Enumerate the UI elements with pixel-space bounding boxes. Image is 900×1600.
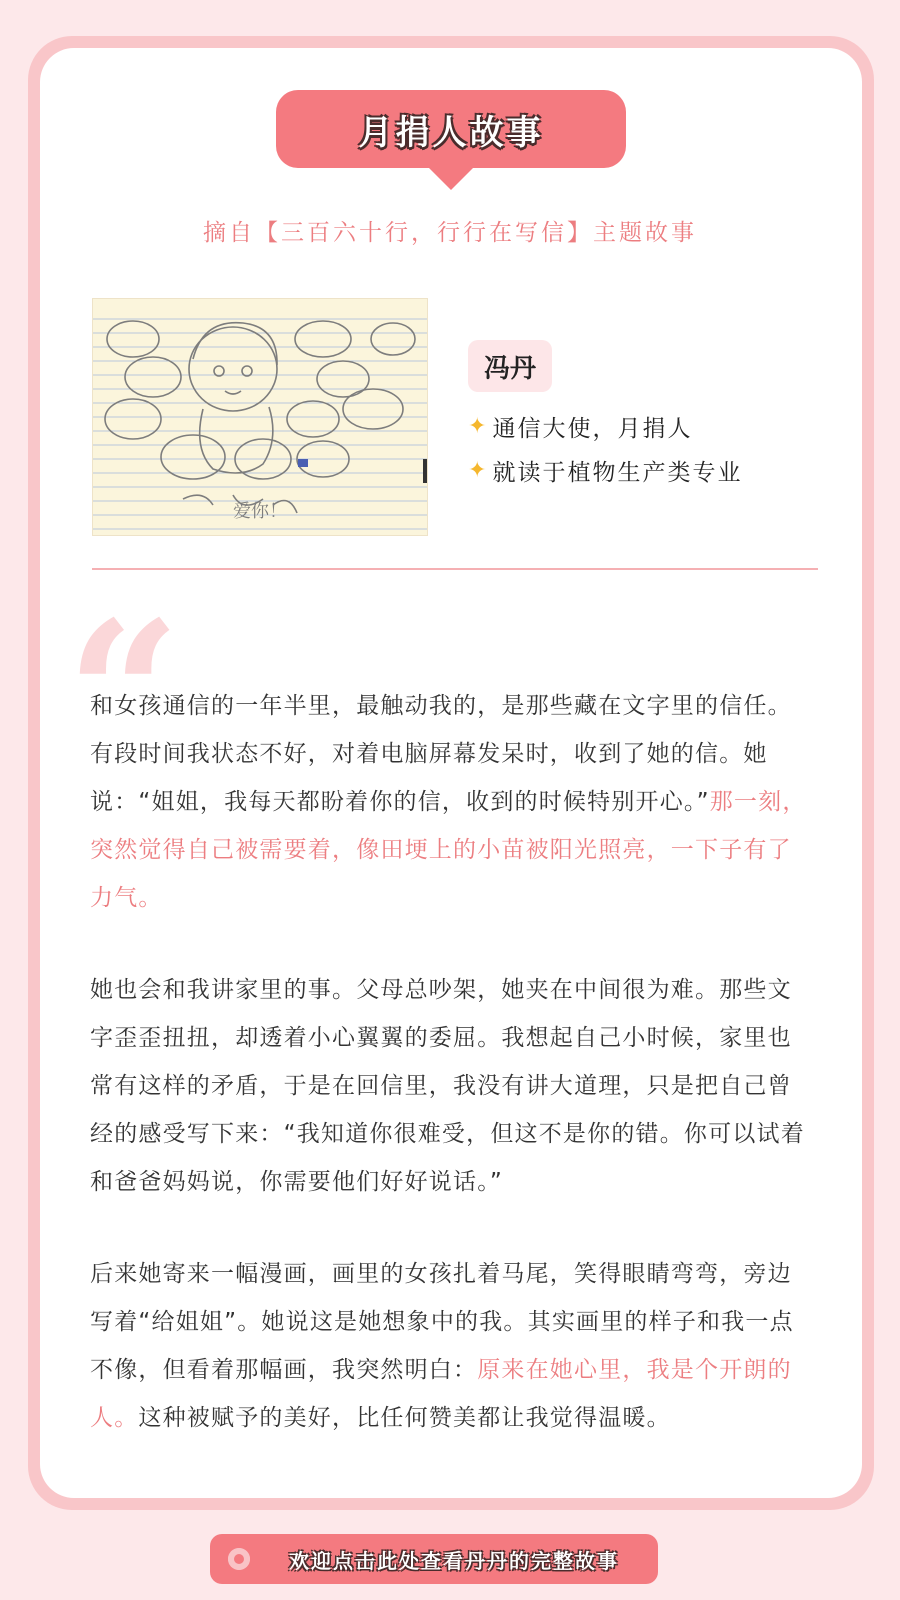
quote-icon: “ [66,578,182,813]
story-paragraph-1 [90,682,812,922]
section-divider [92,568,818,570]
drawing-illustration [93,299,428,536]
story-paragraph-2 [90,966,812,1206]
target-icon [228,1548,250,1570]
sparkles-icon: ✦ [468,458,489,483]
tag-major-text: 就读于植物生产类专业 [492,460,743,486]
story-highlight: 那一刻，突然觉得自己被需要着，像田埂上的小苗被阳光照亮，一下子有了力气。 [90,789,807,911]
full-story-label: 欢迎点击此处查看丹丹的完整故事 [289,1548,619,1573]
donor-name: 冯丹 [468,340,552,392]
page-subtitle: 摘自【三百六十行，行行在写信】主题故事 [203,220,697,246]
drawing-photo [92,298,428,536]
page-title: 月捐人故事 [358,112,544,153]
tag-role [468,410,692,443]
drawing-caption: 爱你！ [233,501,287,522]
tag-major [468,454,742,487]
full-story-button[interactable] [210,1534,658,1584]
story-text: 这种被赋予的美好，比任何赞美都让我觉得温暖。 [138,1405,671,1431]
story-text: 她也会和我讲家里的事。父母总吵架，她夹在中间很为难。那些文字歪歪扭扭，却透着小心翼翼的委屈。我想起自己小时候，家里也常有这样的矛盾，于是在回信里，我没有讲大道理，只是把自己曾经的感受写下来：“我知道你很难受，但这不是你的错。你可以试着和爸爸妈妈说，你需要他们好好说话。” [90,977,805,1195]
story-text: 和女孩通信的一年半里，最触动我的，是那些藏在文字里的信任。有段时间我状态不好，对着电脑屏幕发呆时，收到了她的信。她说：“姐姐，我每天都盼着你的信，收到的时候特别开心。” [90,693,792,815]
story-highlight: 原来在她心里，我是个开朗的人。 [90,1357,792,1431]
story-paragraph-3 [90,1250,812,1442]
title-banner [276,90,626,168]
sparkles-icon: ✦ [468,414,489,439]
tag-role-text: 通信大使，月捐人 [492,416,693,442]
story-text: 后来她寄来一幅漫画，画里的女孩扎着马尾，笑得眼睛弯弯，旁边写着“给姐姐”。她说这是她想象中的我。其实画里的样子和我一点不像，但看着那幅画，我突然明白： [90,1261,794,1383]
